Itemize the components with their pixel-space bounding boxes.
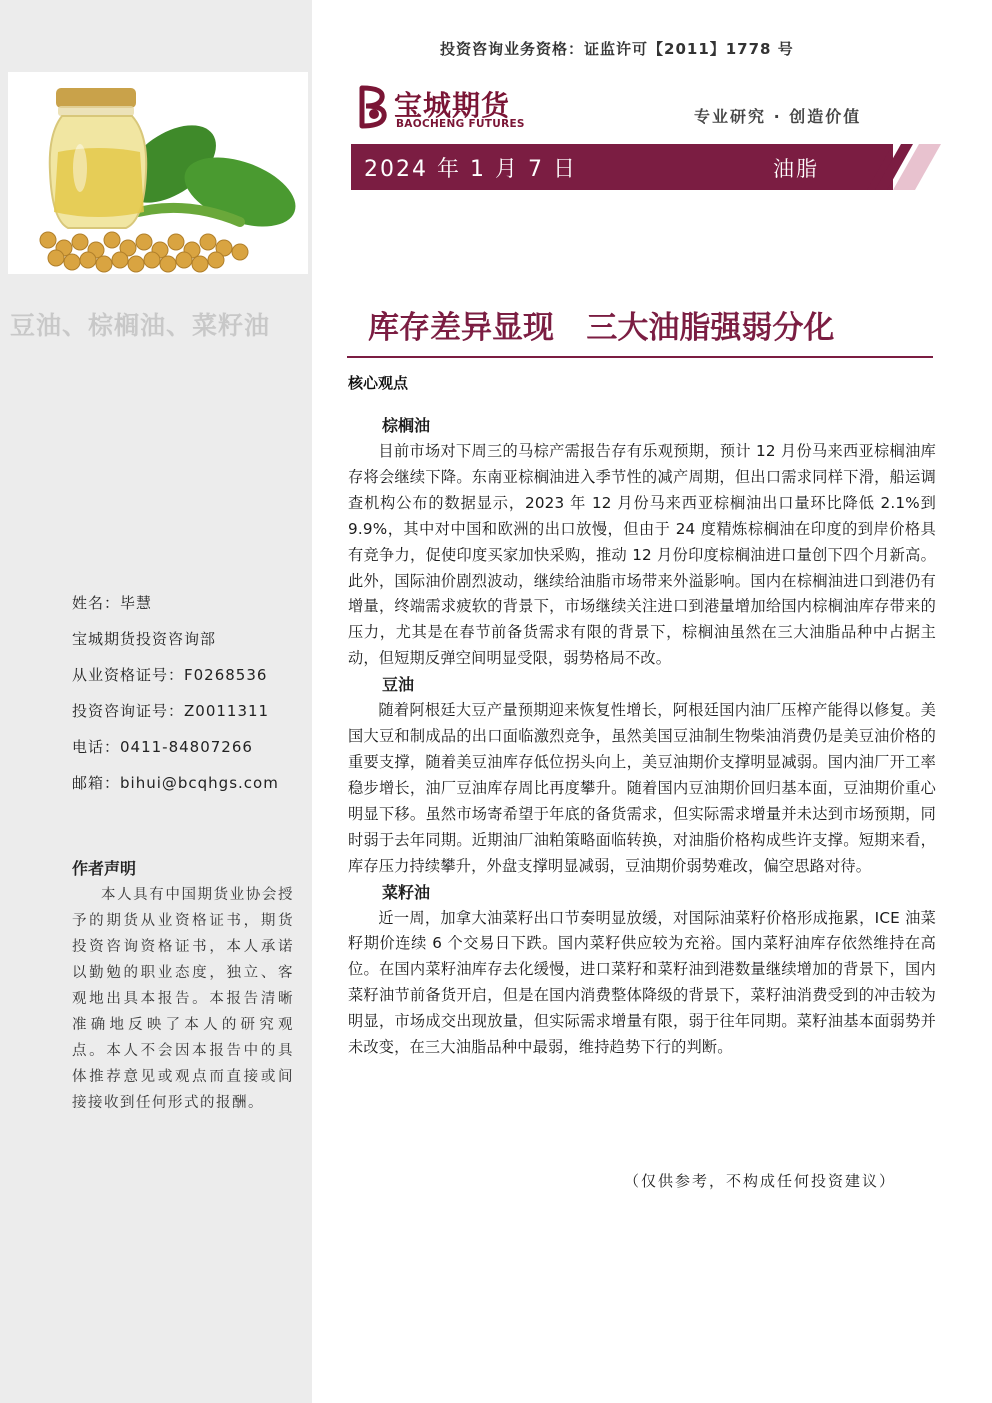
report-content: [348, 413, 936, 1061]
section-title-palm-oil: 棕榈油: [382, 416, 431, 435]
author-department: 宝城期货投资咨询部: [72, 630, 217, 648]
headline-divider: [347, 356, 933, 358]
company-logo: [354, 84, 544, 134]
author-info: [72, 585, 279, 801]
report-category: 油脂: [773, 157, 819, 181]
slogan: 专业研究 · 创造价值: [694, 107, 862, 126]
author-qualification: 从业资格证号：F0268536: [72, 666, 268, 684]
license-info: 投资咨询业务资格：证监许可【2011】1778 号: [440, 40, 794, 58]
reference-note: （仅供参考，不构成任何投资建议）: [624, 1172, 897, 1190]
section-body-soybean-oil: 随着阿根廷大豆产量预期迎来恢复性增长，阿根廷国内油厂压榨产能得以修复。美国大豆和制成品的出口面临激烈竞争，虽然美国豆油制生物柴油消费仍是美豆油价格的重要支撑，随着美豆油库存低位拐头向上，美豆油期价支撑明显减弱。国内油厂开工率稳步增长，油厂豆油库存周比再度攀升。随着国内豆油期价回归基本面，豆油期价重心明显下移。虽然市场寄希望于年底的备货需求，但实际需求增量并未达到市场预期，同时弱于去年同期。近期油厂油粕策略面临转换，对油脂价格构成些许支撑。短期来看，库存压力持续攀升，外盘支撑明显减弱，豆油期价弱势难改，偏空思路对待。: [348, 701, 936, 875]
core-view-label: 核心观点: [348, 374, 409, 392]
author-consulting-id: 投资咨询证号：Z0011311: [72, 702, 270, 720]
logo-text-en: BAOCHENG FUTURES: [396, 118, 525, 130]
report-date: 2024 年 1 月 7 日: [364, 157, 577, 182]
disclaimer-title: 作者声明: [72, 859, 137, 878]
report-headline: 库存差异显现 三大油脂强弱分化: [368, 310, 835, 346]
date-banner: [351, 144, 941, 190]
logo-mark-icon: [354, 84, 390, 130]
section-body-rapeseed-oil: 近一周，加拿大油菜籽出口节奏明显放缓，对国际油菜籽价格形成拖累，ICE 油菜籽期价连续 6 个交易日下跌。国内菜籽供应较为充裕。国内菜籽油库存依然维持在高位。在国内菜籽油库存去化缓慢，进口菜籽和菜籽油到港数量继续增加的背景下，国内菜籽油节前备货开启，但是在国内消费整体降级的背景下，菜籽油消费受到的冲击较为明显，市场成交出现放量，但实际需求增量有限，弱于往年同期。菜籽油基本面弱势并未改变，在三大油脂品种中最弱，维持趋势下行的判断。: [348, 908, 936, 1057]
author-name: 姓名：毕慧: [72, 594, 153, 612]
logo-text-cn: 宝城期货: [394, 89, 511, 122]
product-list: 豆油、棕榈油、菜籽油: [10, 311, 271, 340]
banner-stripes-icon: [855, 144, 941, 190]
soybean-oil-image: [8, 72, 308, 274]
section-body-palm-oil: 目前市场对下周三的马棕产需报告存有乐观预期，预计 12 月份马来西亚棕榈油库存将会继续下降。东南亚棕榈油进入季节性的减产周期，但出口需求同样下滑，船运调查机构公布的数据显示，2023 年 12 月份马来西亚棕榈油出口量环比降低 2.1%到 9.9%，其中对中国和欧洲的出口放慢，但由于 24 度精炼棕榈油在印度的到岸价格具有竞争力，促使印度买家加快采购，推动 12 月份印度棕榈油进口量创下四个月新高。此外，国际油价剧烈波动，继续给油脂市场带来外溢影响。国内在棕榈油进口到港仍有增量，终端需求疲软的背景下，市场继续关注进口到港量增加给国内棕榈油库存带来的压力，尤其是在春节前备货需求有限的背景下，棕榈油虽然在三大油脂品种中占据主动，但短期反弹空间明显受限，弱势格局不改。: [348, 442, 936, 668]
section-title-soybean-oil: 豆油: [382, 675, 415, 695]
disclaimer-body: 本人具有中国期货业协会授予的期货从业资格证书，期货投资咨询资格证书，本人承诺以勤勉的职业态度，独立、客观地出具本报告。本报告清晰准确地反映了本人的研究观点。本人不会因本报告中的具体推荐意见或观点而直接或间接接收到任何形式的报酬。: [72, 887, 294, 1111]
section-title-rapeseed-oil: 菜籽油: [382, 882, 431, 902]
author-phone: 电话：0411-84807266: [72, 738, 253, 756]
author-email: 邮箱：bihui@bcqhgs.com: [72, 774, 279, 792]
